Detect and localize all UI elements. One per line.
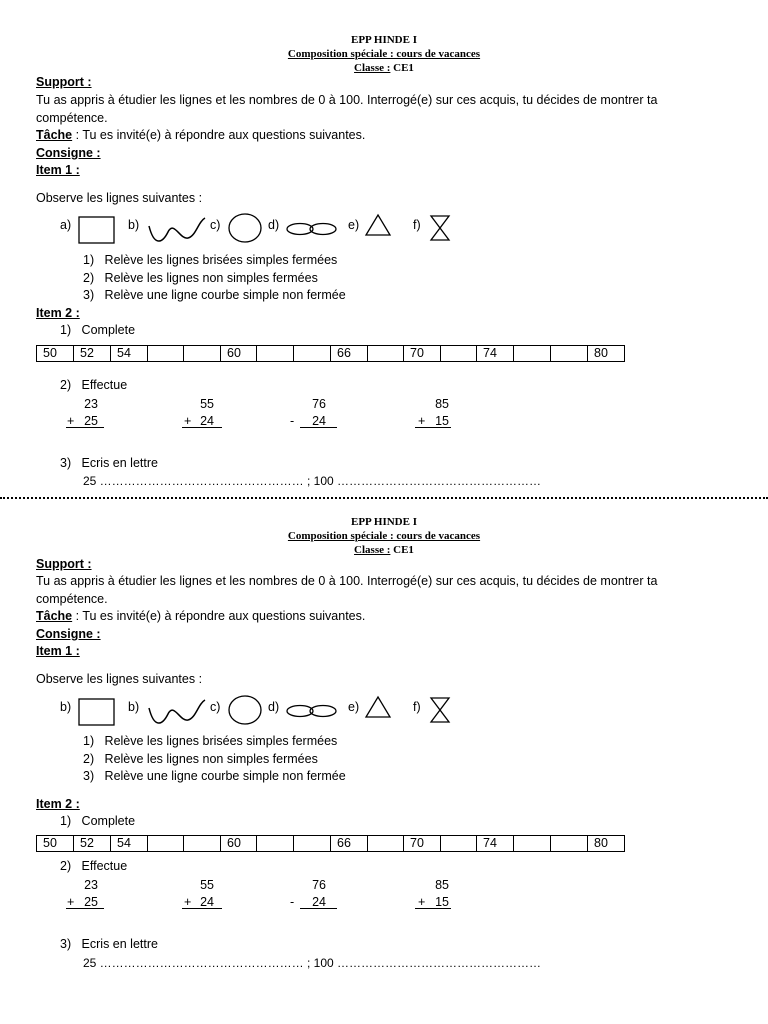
- number-cell-blank[interactable]: [148, 346, 184, 361]
- wavy-curve-shape: [146, 214, 208, 244]
- composition-title: Composition spéciale : cours de vacances: [287, 530, 481, 542]
- number-cell: 74: [477, 346, 514, 361]
- wavy-curve-shape: [146, 696, 208, 726]
- square-shape: [78, 697, 116, 727]
- operation-4-operator: +: [418, 414, 426, 428]
- operation-2-operator: +: [184, 895, 192, 909]
- task-line: Tâche : Tu es invité(e) à répondre aux questions suivantes.: [36, 609, 366, 623]
- question-1: 1) Relève les lignes brisées simples fermées: [83, 734, 338, 748]
- write-question: 3) Ecris en lettre: [60, 456, 158, 470]
- item2-label: Item 2 :: [36, 797, 80, 811]
- shape-letter-b: b): [128, 700, 140, 714]
- observe-text: Observe les lignes suivantes :: [36, 191, 203, 205]
- shape-letter-f: f): [413, 218, 421, 232]
- support-text-2: compétence.: [36, 111, 108, 125]
- number-cell: 74: [477, 836, 514, 851]
- number-line: [36, 835, 625, 852]
- complete-question: 1) Complete: [60, 814, 136, 828]
- shape-letter-f: f): [413, 700, 421, 714]
- operation-3-line: [300, 427, 337, 428]
- number-cell-blank[interactable]: [368, 836, 404, 851]
- class-line: Classe : CE1: [354, 544, 414, 556]
- circle-shape: [227, 694, 263, 726]
- number-cell-blank[interactable]: [514, 836, 551, 851]
- operation-1-bottom: 25: [84, 895, 98, 909]
- support-label: Support :: [36, 75, 92, 89]
- number-cell-blank[interactable]: [441, 346, 477, 361]
- question-1: 1) Relève les lignes brisées simples fermées: [83, 253, 338, 267]
- operation-2-top: 55: [200, 878, 214, 892]
- write-answer-line[interactable]: 25 …………………………………………… ; 100 ……………………………………………: [83, 474, 542, 488]
- number-cell: 66: [331, 836, 368, 851]
- operation-2-line: [182, 908, 222, 909]
- operation-3-top: 76: [312, 397, 326, 411]
- triangle-shape: [364, 695, 392, 719]
- operation-1-top: 23: [84, 397, 98, 411]
- item2-label: Item 2 :: [36, 306, 80, 320]
- task-line: Tâche : Tu es invité(e) à répondre aux questions suivantes.: [36, 128, 366, 142]
- operation-4-bottom: 15: [435, 895, 449, 909]
- shape-letter-d: d): [268, 218, 280, 232]
- effectue-question: 2) Effectue: [60, 859, 128, 873]
- operation-1-line: [66, 427, 104, 428]
- hourglass-shape: [429, 214, 451, 242]
- number-cell: 70: [404, 836, 441, 851]
- school-name: EPP HINDE I: [350, 516, 417, 528]
- operation-4-top: 85: [435, 878, 449, 892]
- school-name: EPP HINDE I: [350, 34, 417, 46]
- square-shape: [78, 215, 116, 245]
- support-text-2: compétence.: [36, 592, 108, 606]
- instruction-label: Consigne :: [36, 627, 101, 641]
- number-cell: 60: [221, 836, 257, 851]
- operation-2-bottom: 24: [200, 414, 214, 428]
- operation-2-operator: +: [184, 414, 192, 428]
- shape-letter-e: e): [348, 218, 360, 232]
- number-cell: 60: [221, 346, 257, 361]
- worksheet-copy-1: [0, 0, 768, 500]
- number-cell: 50: [37, 346, 74, 361]
- operation-3-bottom: 24: [312, 414, 326, 428]
- operation-4-top: 85: [435, 397, 449, 411]
- number-cell-blank[interactable]: [257, 836, 294, 851]
- operation-4-bottom: 15: [435, 414, 449, 428]
- operation-1-operator: +: [67, 895, 75, 909]
- item1-label: Item 1 :: [36, 163, 80, 177]
- observe-text: Observe les lignes suivantes :: [36, 672, 203, 686]
- complete-question: 1) Complete: [60, 323, 136, 337]
- number-cell: 66: [331, 346, 368, 361]
- number-cell-blank[interactable]: [294, 836, 331, 851]
- operation-1-bottom: 25: [84, 414, 98, 428]
- shape-letter-a: a): [60, 218, 72, 232]
- composition-title: Composition spéciale : cours de vacances: [287, 48, 481, 60]
- number-cell-blank[interactable]: [368, 346, 404, 361]
- operation-2-top: 55: [200, 397, 214, 411]
- number-cell-blank[interactable]: [257, 346, 294, 361]
- number-cell: 80: [588, 346, 625, 361]
- support-text: Tu as appris à étudier les lignes et les nombres de 0 à 100. Interrogé(e) sur ces acquis, tu décides de montrer ta: [36, 574, 658, 588]
- operation-4-operator: +: [418, 895, 426, 909]
- shape-letter-d: d): [268, 700, 280, 714]
- hourglass-shape: [429, 696, 451, 724]
- number-cell: 54: [111, 346, 148, 361]
- number-cell-blank[interactable]: [294, 346, 331, 361]
- operation-3-line: [300, 908, 337, 909]
- number-cell: 54: [111, 836, 148, 851]
- support-label: Support :: [36, 557, 92, 571]
- operation-4-line: [415, 427, 451, 428]
- operation-4-line: [415, 908, 451, 909]
- worksheet-copy-2: [0, 482, 768, 982]
- operation-3-top: 76: [312, 878, 326, 892]
- number-cell: 80: [588, 836, 625, 851]
- instruction-label: Consigne :: [36, 146, 101, 160]
- number-cell: 52: [74, 346, 111, 361]
- question-3: 3) Relève une ligne courbe simple non fermée: [83, 769, 346, 783]
- shape-letter-a: b): [60, 700, 72, 714]
- shape-letter-b: b): [128, 218, 140, 232]
- operation-1-top: 23: [84, 878, 98, 892]
- shape-letter-e: e): [348, 700, 360, 714]
- double-loop-shape: [285, 220, 339, 238]
- operation-1-operator: +: [67, 414, 75, 428]
- write-answer-line[interactable]: 25 …………………………………………… ; 100 ……………………………………………: [83, 956, 542, 970]
- operation-1-line: [66, 908, 104, 909]
- item1-label: Item 1 :: [36, 644, 80, 658]
- number-cell-blank[interactable]: [184, 346, 221, 361]
- question-2: 2) Relève les lignes non simples fermées: [83, 752, 318, 766]
- number-cell-blank[interactable]: [441, 836, 477, 851]
- write-question: 3) Ecris en lettre: [60, 937, 158, 951]
- effectue-question: 2) Effectue: [60, 378, 128, 392]
- triangle-shape: [364, 213, 392, 237]
- number-cell-blank[interactable]: [551, 836, 588, 851]
- double-loop-shape: [285, 702, 339, 720]
- number-cell: 70: [404, 346, 441, 361]
- number-cell-blank[interactable]: [148, 836, 184, 851]
- operation-3-operator: -: [290, 895, 295, 909]
- number-line: [36, 345, 625, 362]
- operation-2-bottom: 24: [200, 895, 214, 909]
- question-3: 3) Relève une ligne courbe simple non fermée: [83, 288, 346, 302]
- number-cell-blank[interactable]: [551, 346, 588, 361]
- shape-letter-c: c): [210, 700, 221, 714]
- support-text: Tu as appris à étudier les lignes et les nombres de 0 à 100. Interrogé(e) sur ces acquis, tu décides de montrer ta: [36, 93, 658, 107]
- circle-shape: [227, 212, 263, 244]
- shape-letter-c: c): [210, 218, 221, 232]
- operation-3-operator: -: [290, 414, 295, 428]
- number-cell-blank[interactable]: [184, 836, 221, 851]
- number-cell-blank[interactable]: [514, 346, 551, 361]
- number-cell: 52: [74, 836, 111, 851]
- question-2: 2) Relève les lignes non simples fermées: [83, 271, 318, 285]
- operation-2-line: [182, 427, 222, 428]
- operation-3-bottom: 24: [312, 895, 326, 909]
- number-cell: 50: [37, 836, 74, 851]
- class-line: Classe : CE1: [354, 62, 414, 74]
